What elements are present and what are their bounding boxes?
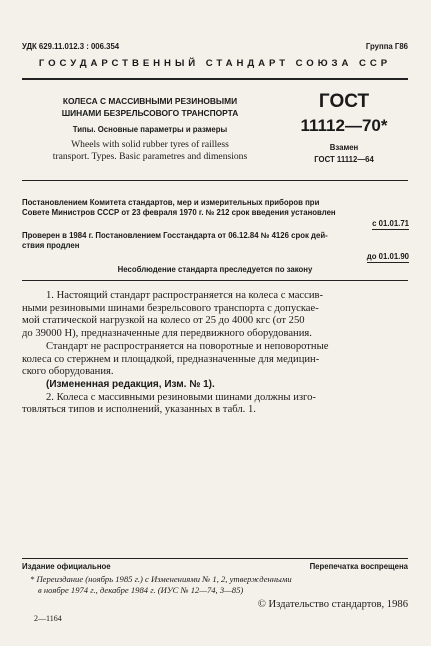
decree-line2: Совете Министров СССР от 23 февраля 1970 г. № 212 срок введения установлен [22, 208, 336, 217]
title-ru-line2: ШИНАМИ БЕЗРЕЛЬСОВОГО ТРАНСПОРТА [61, 108, 239, 118]
gost-number: 11112—70* [300, 116, 388, 135]
state-standard-heading: ГОСУДАРСТВЕННЫЙ СТАНДАРТ СОЮЗА ССР [38, 58, 392, 69]
gost-label: ГОСТ [318, 91, 370, 112]
udk-code: УДК 629.11.012.3 : 006.354 [22, 42, 120, 51]
official-edition-label: Издание официальное [22, 562, 111, 571]
body-text [22, 290, 408, 417]
page-code: 2—1164 [34, 614, 62, 623]
title-rule [22, 180, 408, 181]
reprint-prohibited-label: Перепечатка воспрещена [309, 562, 408, 571]
p3-line1: 2. Колеса с массивными резиновыми шинами должны изго- [46, 391, 316, 403]
p2-line3: ского оборудования. [22, 366, 114, 378]
group-code: Группа Г86 [365, 42, 408, 51]
decree-date-extended: до 01.01.90 [367, 252, 409, 263]
header-rule [22, 78, 408, 80]
replaces-gost: ГОСТ 11112—64 [314, 155, 374, 164]
title-ru-line1: КОЛЕСА С МАССИВНЫМИ РЕЗИНОВЫМИ [62, 96, 238, 106]
title-en-line1: Wheels with solid rubber tyres of railless [71, 139, 229, 150]
decree-line4: ствия продлен [22, 241, 80, 250]
title-en-line2: transport. Types. Basic parametres and dimensions [52, 151, 248, 162]
decree-line3: Проверен в 1984 г. Постановлением Госстандарта от 06.12.84 № 4126 срок дей- [22, 231, 328, 240]
p2-line2: колеса со стержнем и площадкой, предназначенные для медицин- [22, 353, 320, 365]
footer-rule [22, 558, 408, 559]
p1-line2: ными резиновыми шинами безрельсового транспорта с допускае- [22, 302, 319, 314]
decree-line1: Постановлением Комитета стандартов, мер и измерительных приборов при [22, 198, 320, 207]
replaces-label: Взамен [329, 143, 359, 152]
p1-line1: 1. Настоящий стандарт распространяется на колеса с массив- [46, 290, 324, 301]
edit-note: (Измененная редакция, Изм. № 1). [46, 378, 215, 390]
p3-line2: товляться типов и исполнений, указанных в табл. 1. [22, 404, 256, 416]
p2-line1: Стандарт не распространяется на поворотные и неповоротные [46, 340, 329, 352]
reissue-note-line2: в ноябре 1974 г., декабре 1984 г. (ИУС № 12—74, 3—85) [38, 585, 244, 595]
subtitle-ru: Типы. Основные параметры и размеры [72, 125, 228, 134]
p1-line3: мой статической нагрузкой на колесо от 25 до 4000 кгс (от 250 [22, 315, 305, 327]
law-warning: Несоблюдение стандарта преследуется по закону [117, 265, 313, 274]
copyright: © Издательство стандартов, 1986 [257, 599, 408, 610]
p1-line4: до 39000 Н), предназначенные для передвижного оборудования. [22, 328, 312, 340]
decree-date-intro: с 01.01.71 [372, 219, 409, 230]
reissue-note-line1: * Переиздание (ноябрь 1985 г.) с Изменениями № 1, 2, утвержденными [30, 574, 292, 584]
decree-rule [22, 280, 408, 281]
